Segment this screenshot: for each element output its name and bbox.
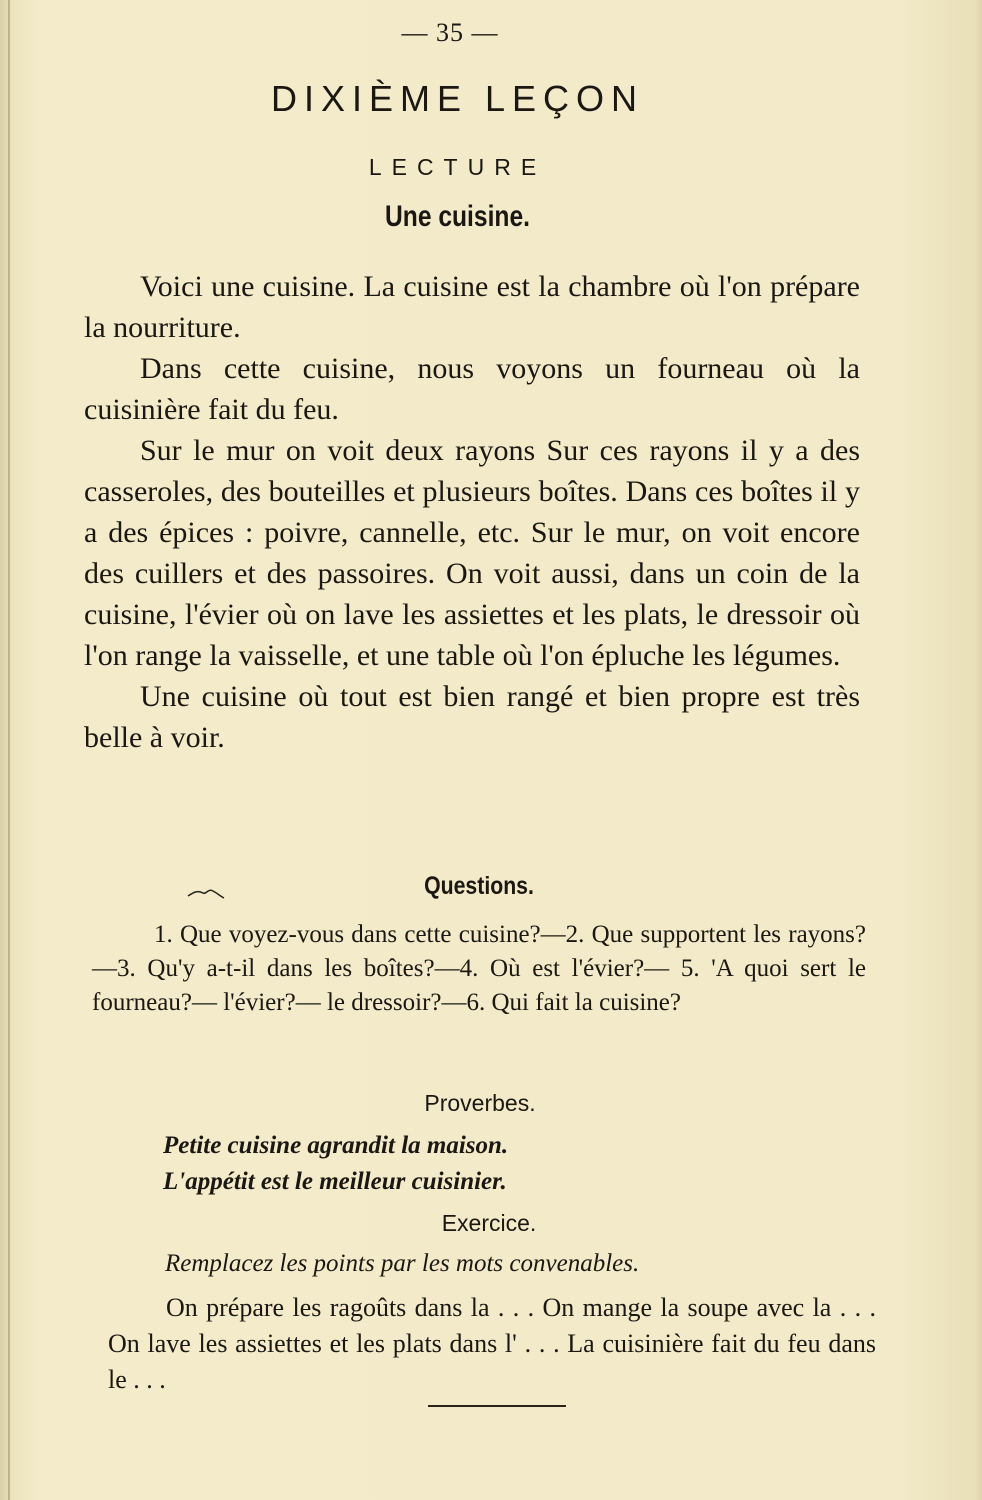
reading-text	[84, 266, 860, 758]
end-rule	[428, 1405, 566, 1407]
reading-paragraph: Voici une cuisine. La cuisine est la chambre où l'on prépare la nourriture.	[84, 270, 860, 344]
reading-title: Une cuisine.	[385, 200, 530, 233]
exercise-text: On prépare les ragoûts dans la . . . On mange la soupe avec la . . . On lave les assiettes et les plats dans l' . . . La cuisinière fait du feu dans le . . .	[108, 1293, 876, 1394]
exercise-block	[108, 1290, 876, 1398]
page-number: — 35 —	[401, 18, 499, 47]
proverbs-title: Proverbes.	[424, 1090, 536, 1116]
section-label: LECTURE	[368, 154, 547, 180]
binding-edge	[8, 0, 10, 1500]
proverb: L'appétit est le meilleur cuisinier.	[163, 1168, 507, 1195]
questions-title: Questions.	[424, 872, 534, 900]
exercise-instruction: Remplacez les points par les mots convenables.	[165, 1250, 640, 1277]
questions-block	[92, 918, 866, 1020]
reading-paragraph: Une cuisine où tout est bien rangé et bien propre est très belle à voir.	[84, 680, 860, 754]
proverbs-list	[163, 1128, 863, 1200]
lesson-title: DIXIÈME LEÇON	[270, 78, 645, 119]
exercise-title: Exercice.	[441, 1210, 537, 1236]
proverb: Petite cuisine agrandit la maison.	[163, 1132, 509, 1159]
questions-text: 1. Que voyez-vous dans cette cuisine?—2. Que supportent les rayons?—3. Qu'y a-t-il dans les boîtes?—4. Où est l'évier?— 5. 'A quoi sert le fourneau?— l'évier?— le dressoir?—6. Qui fait la cuisine?	[92, 921, 866, 1016]
reading-paragraph: Sur le mur on voit deux rayons Sur ces rayons il y a des casseroles, des bouteilles et plusieurs boîtes. Dans ces boîtes il y a des épices : poivre, cannelle, etc. Sur le mur, on voit encore des cuillers et des passoires. On voit aussi, dans un coin de la cuisine, l'évier où on lave les assiettes et les plats, le dressoir où l'on range la vaisselle, et une table où l'on épluche les légumes.	[84, 434, 860, 672]
reading-paragraph: Dans cette cuisine, nous voyons un fourneau où la cuisinière fait du feu.	[84, 352, 860, 426]
